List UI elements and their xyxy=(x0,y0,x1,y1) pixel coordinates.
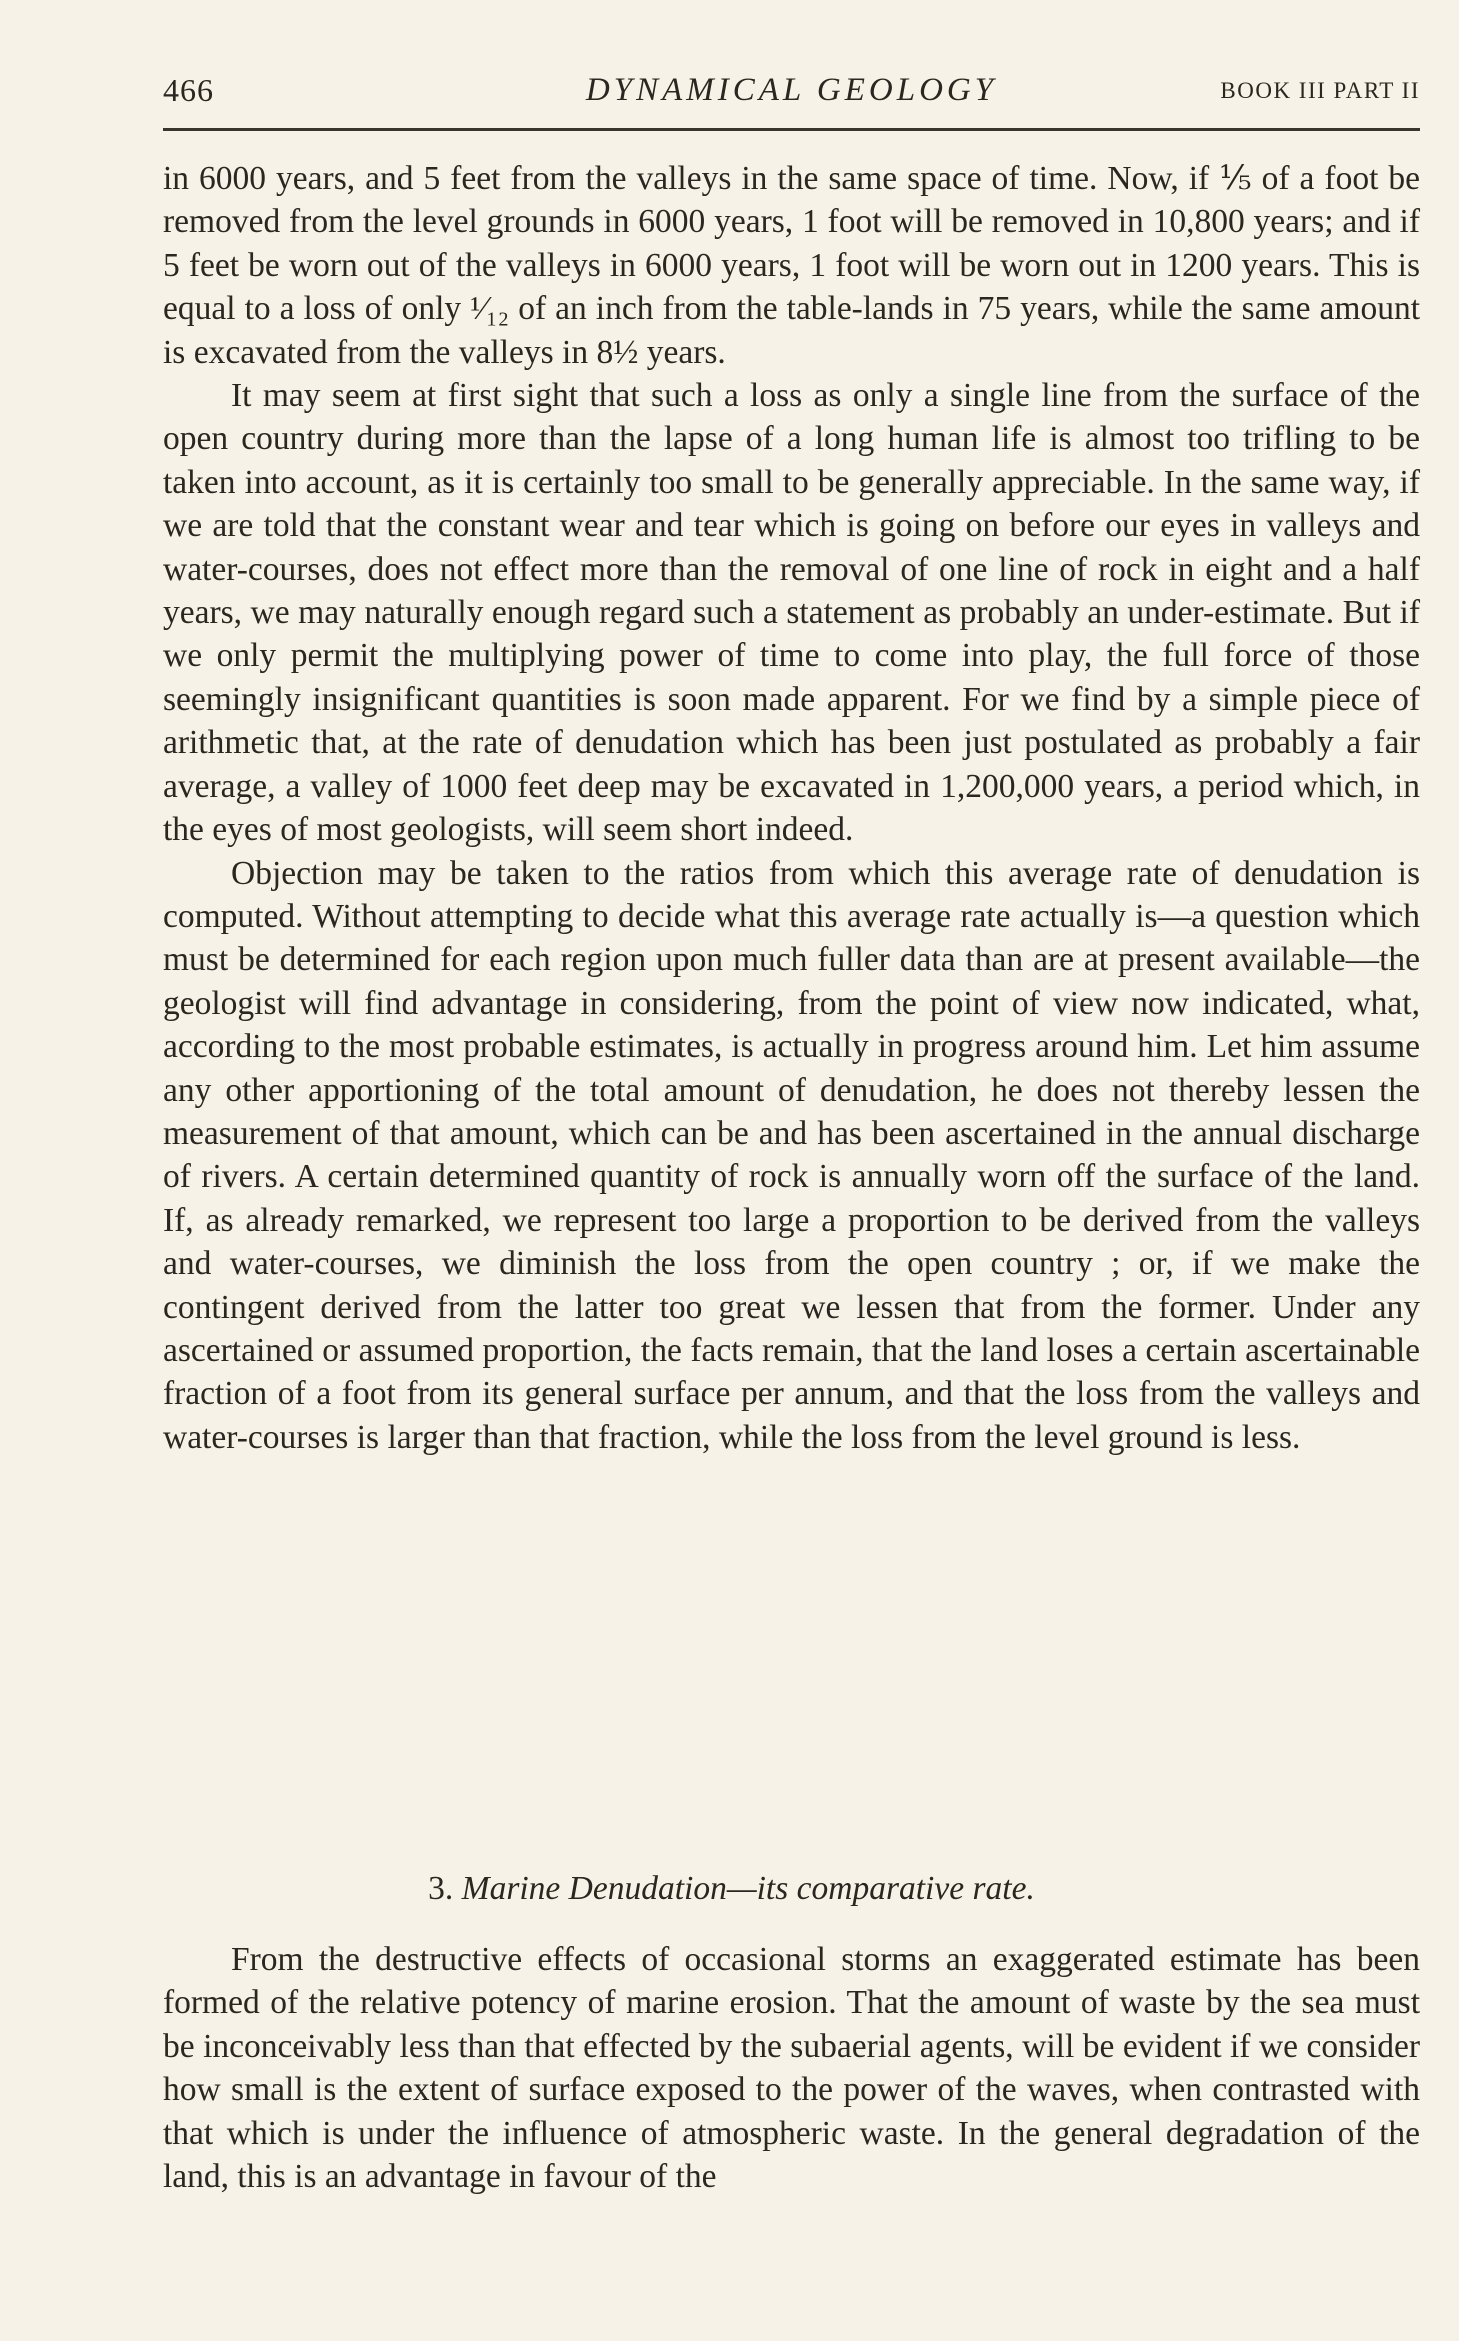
section-heading xyxy=(163,1867,1420,1911)
paragraph-continued: in 6000 years, and 5 feet from the valleys in the same space of time. Now, if ⅕ of a foot be removed from the level grounds in 6000 years, 1 foot will be removed in 10,800 years; and if 5 feet be worn out of the valleys in 6000 years, 1 foot will be worn out in 1200 years. This is equal to a loss of only ¹⁄₁₂ of an inch from the table-lands in 75 years, while the same amount is excavated from the valleys in 8½ years. xyxy=(163,160,1420,371)
page-number: 466 xyxy=(163,72,214,108)
book-part-label: BOOK III PART II xyxy=(1220,78,1420,103)
paragraph: It may seem at first sight that such a loss as only a single line from the surface of the open country during more than the lapse of a long human life is almost too trifling to be taken into account, as it is certainly too small to be generally appreciable. In the same way, if we are told that the constant wear and tear which is going on before our eyes in valleys and water-courses, does not effect more than the removal of one line of rock in eight and a half years, we may naturally enough regard such a statement as probably an under-estimate. But if we only permit the multiplying power of time to come into play, the full force of those seemingly insignificant quantities is soon made apparent. For we find by a simple piece of arithmetic that, at the rate of denudation which has been just postulated as probably a fair average, a valley of 1000 feet deep may be excavated in 1,200,000 years, a period which, in the eyes of most geologists, will seem short indeed. xyxy=(163,377,1420,849)
section-number: 3. xyxy=(428,1870,454,1907)
section-body xyxy=(163,1938,1420,2198)
running-head xyxy=(163,72,1420,116)
header-rule xyxy=(163,128,1420,131)
paragraph: Objection may be taken to the ratios from which this average rate of denudation is computed. Without attempting to decide what this average rate actually is—a question which must be determined for each region upon much fuller data than are at present available—the geologist will find advantage in considering, from the point of view now indicated, what, according to the most probable estimates, is actually in progress around him. Let him assume any other apportioning of the total amount of denudation, he does not thereby lessen the measurement of that amount, which can be and has been ascertained in the annual discharge of rivers. A certain determined quantity of rock is annually worn off the surface of the land. If, as already remarked, we represent too large a proportion to be derived from the valleys and water-courses, we diminish the loss from the open country ; or, if we make the contingent derived from the latter too great we lessen that from the former. Under any ascertained or assumed proportion, the facts remain, that the land loses a certain ascertainable fraction of a foot from its general surface per annum, and that the loss from the valleys and water-courses is larger than that fraction, while the loss from the level ground is less. xyxy=(163,854,1420,1456)
body-text xyxy=(163,157,1420,1459)
section-title: Marine Denudation—its comparative rate. xyxy=(461,1870,1035,1907)
running-title: DYNAMICAL GEOLOGY xyxy=(585,72,998,108)
paragraph: From the destructive effects of occasional storms an exaggerated estimate has been formed of the relative potency of marine erosion. That the amount of waste by the sea must be inconceivably less than that effected by the subaerial agents, will be evident if we consider how small is the extent of surface exposed to the power of the waves, when contrasted with that which is under the influence of atmospheric waste. In the general degradation of the land, this is an advantage in favour of the xyxy=(163,1941,1420,2196)
